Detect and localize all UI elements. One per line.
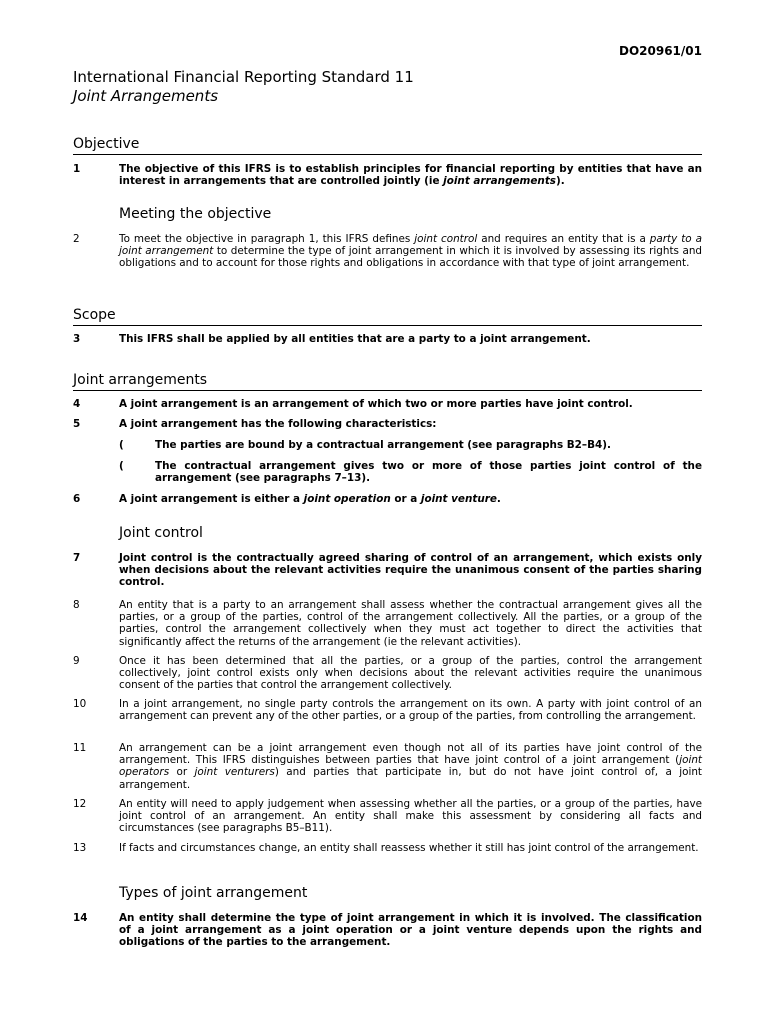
paragraph-text: An arrangement can be a joint arrangement even though not all of its parties have joint control of the arrangement. This IFRS distinguishes between parties that have joint control of a joint arrangement (joint operators or joint venturers) and parties that participate in, but do not have joint control of, a joint arrangement. [119,742,702,791]
paragraph-number: 10 [73,698,87,710]
paragraph-text: To meet the objective in paragraph 1, this IFRS defines joint control and requires an entity that is a party to a joint arrangement to determine the type of joint arrangement in which it is involved by assessing its rights and obligations and to account for those rights and obligations in accordance with that type of joint arrangement. [119,233,702,270]
paragraph-number: 2 [73,233,80,245]
section-heading-joint-arrangements: Joint arrangements [73,372,702,391]
section-heading-scope: Scope [73,307,702,326]
paragraph-text: The objective of this IFRS is to establish principles for financial reporting by entities that have an interest in arrangements that are controlled jointly (ie joint arrangements). [119,163,702,188]
paragraph-text: If facts and circumstances change, an entity shall reassess whether it still has joint control of the arrangement. [119,842,699,854]
paragraph-1 [73,163,702,187]
document-id: DO20961/01 [619,44,702,58]
paragraph-5a [119,439,702,451]
paragraph-number: 9 [73,655,80,667]
paragraph-7 [73,552,702,589]
paragraph-text: An entity will need to apply judgement when assessing whether all the parties, or a group of the parties, have joint control of an arrangement. An entity shall make this assessment by considering all facts and circumstances (see paragraphs B5–B11). [119,798,702,835]
paragraph-8 [73,599,702,648]
paragraph-text: In a joint arrangement, no single party controls the arrangement on its own. A party with joint control of an arrangement can prevent any of the other parties, or a group of the parties, from controlling the arrangement. [119,698,702,723]
paragraph-number: 3 [73,333,81,345]
standard-title: International Financial Reporting Standard 11 [73,68,414,86]
paragraph-text: Once it has been determined that all the parties, or a group of the parties, control the arrangement collectively, joint control exists only when decisions about the relevant activities require the unanimous consent of the parties that control the arrangement collectively. [119,655,702,692]
paragraph-13 [73,842,702,854]
paragraph-number: 7 [73,552,81,564]
paragraph-number: 14 [73,912,88,924]
paragraph-number: 12 [73,798,87,810]
paragraph-text: A joint arrangement is either a joint operation or a joint venture. [119,493,501,505]
paragraph-number: 5 [73,418,81,430]
subheading-types-of-joint-arrangement: Types of joint arrangement [119,885,308,901]
section-heading-objective: Objective [73,136,702,155]
paragraph-5b [119,460,702,484]
paragraph-11 [73,742,702,791]
section-scope [73,307,702,326]
paragraph-4 [73,398,702,410]
standard-subtitle: Joint Arrangements [73,87,219,105]
paragraph-number: 1 [73,163,81,175]
paragraph-5 [73,418,702,430]
paragraph-2 [73,233,702,270]
paragraph-number: 6 [73,493,81,505]
paragraph-number: 8 [73,599,80,611]
list-item-text: The parties are bound by a contractual arrangement (see paragraphs B2–B4). [155,439,611,451]
paragraph-12 [73,798,702,835]
paragraph-6 [73,493,702,505]
paragraph-text: A joint arrangement is an arrangement of which two or more parties have joint control. [119,398,633,410]
paragraph-text: An entity that is a party to an arrangement shall assess whether the contractual arrangement gives all the parties, or a group of the parties, control of the arrangement collectively. All the parties, or a group of the parties, control the arrangement collectively when they must act together to direct the activities that significantly affect the returns of the arrangement (ie the relevant activities). [119,599,702,648]
section-objective [73,136,702,155]
list-marker: ( [119,439,124,451]
list-marker: ( [119,460,124,472]
paragraph-text: An entity shall determine the type of joint arrangement in which it is involved. The classification of a joint arrangement as a joint operation or a joint venture depends upon the rights and obligations of the parties to the arrangement. [119,912,702,949]
paragraph-text: Joint control is the contractually agreed sharing of control of an arrangement, which exists only when decisions about the relevant activities require the unanimous consent of the parties sharing control. [119,552,702,589]
paragraph-number: 4 [73,398,81,410]
paragraph-10 [73,698,702,722]
paragraph-number: 11 [73,742,87,754]
subheading-meeting-objective: Meeting the objective [119,206,272,222]
list-item-text: The contractual arrangement gives two or more of those parties joint control of the arrangement (see paragraphs 7–13). [155,460,702,485]
paragraph-text: This IFRS shall be applied by all entities that are a party to a joint arrangement. [119,333,591,345]
paragraph-number: 13 [73,842,87,854]
paragraph-9 [73,655,702,692]
paragraph-14 [73,912,702,949]
paragraph-text: A joint arrangement has the following characteristics: [119,418,437,430]
title-block [73,68,703,106]
paragraph-3 [73,333,702,345]
section-joint-arrangements [73,372,702,391]
subheading-joint-control: Joint control [119,525,203,541]
